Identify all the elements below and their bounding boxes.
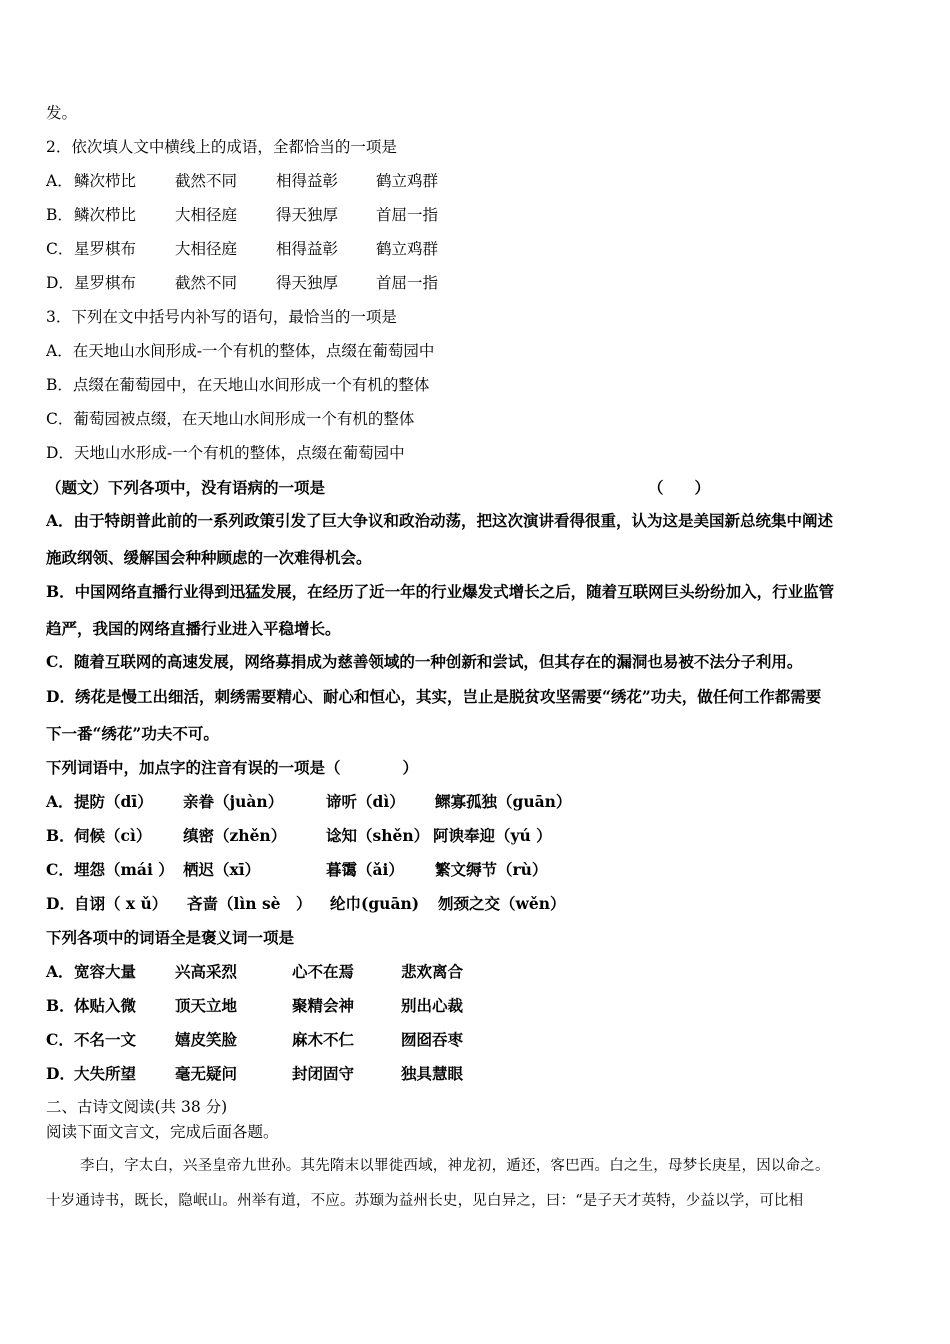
option-item: 鳞次栉比 xyxy=(74,206,137,224)
q4-answer-paren: （ ） xyxy=(648,478,711,497)
passage-line-1: 李白，字太白，兴圣皇帝九世孙。其先隋末以罪徙西域，神龙初，遁还，客巴西。白之生，母梦长庚星，因以命之。 xyxy=(80,1158,830,1174)
option-item: 相得益彰 xyxy=(276,240,339,258)
q4-option-b-line1: B．中国网络直播行业得到迅猛发展，在经历了近一年的行业爆发式增长之后，随着互联网巨头纷纷加入，行业监管 xyxy=(46,582,835,601)
option-label: B． xyxy=(46,206,73,224)
option-item: 封闭固守 xyxy=(292,1064,355,1083)
option-item: 阿谀奉迎（yú ） xyxy=(433,826,552,845)
option-item: 纶巾(guān) xyxy=(330,894,420,913)
option-item: 聚精会神 xyxy=(292,996,355,1015)
option-item: 暮霭（ǎi） xyxy=(326,860,404,879)
intro-tail: 发。 xyxy=(46,104,78,122)
option-item: 繁文缛节（rù） xyxy=(435,860,548,879)
option-item: 伺候（cì） xyxy=(74,826,152,845)
option-item: 体贴入微 xyxy=(74,996,137,1015)
option-item: 大相径庭 xyxy=(175,206,238,224)
option-item: 大相径庭 xyxy=(175,240,238,258)
option-item: 顶天立地 xyxy=(175,996,238,1015)
option-item: 麻木不仁 xyxy=(292,1030,355,1049)
q3-option-c: C．葡萄园被点缀，在天地山水间形成一个有机的整体 xyxy=(46,410,415,428)
option-item: 鹤立鸡群 xyxy=(376,172,439,190)
option-label: C． xyxy=(46,240,74,258)
option-item: 兴高采烈 xyxy=(175,962,238,981)
q4-option-a-line1: A．由于特朗普此前的一系列政策引发了巨大争议和政治动荡，把这次演讲看得很重，认为这是美国新总统集中阐述 xyxy=(46,511,834,530)
option-item: 星罗棋布 xyxy=(74,240,137,258)
q5-stem: 下列词语中，加点字的注音有误的一项是（ ） xyxy=(46,758,419,777)
option-item: 鳏寡孤独（guān） xyxy=(435,792,572,811)
q3-option-d: D．天地山水形成-一个有机的整体，点缀在葡萄园中 xyxy=(46,444,405,462)
option-item: 谂知（shěn） xyxy=(326,826,430,845)
q3-option-a: A．在天地山水间形成-一个有机的整体，点缀在葡萄园中 xyxy=(46,342,435,360)
passage-line-2: 十岁通诗书，既长，隐岷山。州举有道，不应。苏颋为益州长史，见白异之，曰：“是子天才英特，少益以学，可比相 xyxy=(46,1193,804,1209)
option-label: A． xyxy=(46,792,74,811)
q4-option-d-line1: D．绣花是慢工出细活，刺绣需要精心、耐心和恒心，其实，岂止是脱贫攻坚需要“绣花”功夫，做任何工作都需要 xyxy=(46,687,822,706)
option-label: C． xyxy=(46,1030,74,1049)
option-label: D． xyxy=(46,274,74,292)
q4-option-a-line2: 施政纲领、缓解国会种种顾虑的一次难得机会。 xyxy=(46,548,372,567)
q4-option-c-line1: C．随着互联网的高速发展，网络募捐成为慈善领域的一种创新和尝试，但其存在的漏洞也易被不法分子利用。 xyxy=(46,652,803,671)
q4-option-d-line2: 下一番“绣花”功夫不可。 xyxy=(46,724,219,743)
option-item: 悲欢离合 xyxy=(401,962,464,981)
option-item: 不名一文 xyxy=(74,1030,137,1049)
option-item: 鹤立鸡群 xyxy=(376,240,439,258)
option-item: 首屈一指 xyxy=(376,274,439,292)
option-item: 宽容大量 xyxy=(74,962,137,981)
q4-option-b-line2: 趋严，我国的网络直播行业进入平稳增长。 xyxy=(46,619,341,638)
q3-option-b: B．点缀在葡萄园中，在天地山水间形成一个有机的整体 xyxy=(46,376,430,394)
option-label: D． xyxy=(46,1064,75,1083)
option-item: 谛听（dì） xyxy=(326,792,405,811)
section-instruction: 阅读下面文言文，完成后面各题。 xyxy=(46,1123,279,1141)
q3-stem: 3．下列在文中括号内补写的语句，最恰当的一项是 xyxy=(46,308,397,326)
option-item: 提防（dī） xyxy=(74,792,153,811)
option-label: B． xyxy=(46,996,75,1015)
option-item: 得天独厚 xyxy=(276,274,339,292)
option-item: 心不在焉 xyxy=(292,962,355,981)
option-item: 刎颈之交（wěn） xyxy=(438,894,566,913)
option-label: D． xyxy=(46,894,75,913)
option-item: 别出心裁 xyxy=(401,996,464,1015)
option-item: 相得益彰 xyxy=(276,172,339,190)
option-item: 独具慧眼 xyxy=(401,1064,464,1083)
option-item: 截然不同 xyxy=(175,274,238,292)
option-item: 鳞次栉比 xyxy=(74,172,137,190)
option-item: 星罗棋布 xyxy=(74,274,137,292)
option-item: 首屈一指 xyxy=(376,206,439,224)
option-label: A． xyxy=(46,962,74,981)
q4-stem: （题文）下列各项中，没有语病的一项是 xyxy=(46,478,326,497)
option-label: A． xyxy=(46,172,73,190)
option-item: 亲眷（juàn） xyxy=(183,792,284,811)
option-label: C． xyxy=(46,860,74,879)
option-item: 吝啬（lìn sè ） xyxy=(187,894,312,913)
option-item: 栖迟（xī） xyxy=(183,860,261,879)
option-item: 嬉皮笑脸 xyxy=(175,1030,238,1049)
option-item: 自诩（ x ǔ） xyxy=(74,894,168,913)
option-item: 得天独厚 xyxy=(276,206,339,224)
option-item: 毫无疑问 xyxy=(175,1064,238,1083)
option-item: 缜密（zhěn） xyxy=(183,826,287,845)
section-title: 二、古诗文阅读(共 38 分) xyxy=(46,1098,228,1116)
q2-stem: 2．依次填人文中横线上的成语，全都恰当的一项是 xyxy=(46,138,397,156)
option-item: 囫囵吞枣 xyxy=(401,1030,464,1049)
option-item: 截然不同 xyxy=(175,172,238,190)
option-item: 大失所望 xyxy=(74,1064,137,1083)
option-label: B． xyxy=(46,826,75,845)
q6-stem: 下列各项中的词语全是褒义词一项是 xyxy=(46,928,295,947)
option-item: 埋怨（mái ） xyxy=(74,860,174,879)
